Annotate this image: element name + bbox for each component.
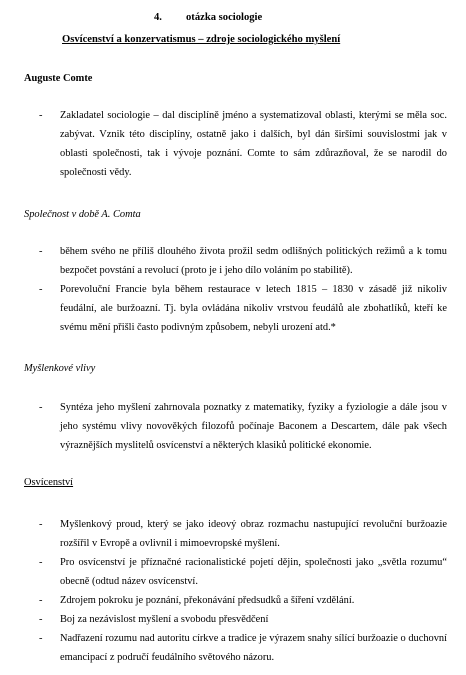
section-list-spolecnost	[0, 242, 466, 337]
section-heading-osvicenstvi: Osvícenství	[24, 477, 74, 488]
list-item-text: Zdrojem pokroku je poznání, překonávání předsudků a šíření vzdělání.	[60, 595, 355, 606]
list-item	[0, 610, 466, 629]
dash-bullet: -	[39, 110, 43, 121]
dash-bullet: -	[39, 614, 43, 625]
list-item	[0, 398, 466, 455]
question-title-text: otázka sociologie	[186, 12, 263, 23]
dash-bullet: -	[39, 595, 43, 606]
section-heading-vlivy: Myšlenkové vlivy	[24, 363, 96, 374]
list-item-text: Porevoluční Francie byla během restaurace v letech 1815 – 1830 v zásadě již nikoliv feudální, ale buržoazní. Tj. byla ovládána nikoliv vrstvou feudálů ale zbohatlíků, kteří ke svému mění přišli často podivným způsobem, nebyli urození atd.*	[60, 284, 447, 333]
list-item	[0, 515, 466, 553]
list-item	[0, 629, 466, 667]
dash-bullet: -	[39, 284, 43, 295]
dash-bullet: -	[39, 519, 43, 530]
list-item	[0, 553, 466, 591]
list-item-text: Nadřazení rozumu nad autoritu církve a tradice je výrazem snahy sílící buržoazie o duchovní emancipací z područí feudálního světového názoru.	[60, 633, 447, 663]
list-item	[0, 591, 466, 610]
section-list-comte	[0, 106, 466, 182]
section-heading-comte: Auguste Comte	[24, 73, 93, 84]
section-list-osvicenstvi	[0, 515, 466, 667]
list-item-text: Zakladatel sociologie – dal disciplíně jméno a systematizoval oblasti, kterými se měla soc. zabývat. Vznik této disciplíny, ostatně jako i dalších, byl dán širšími souvislostmi jak v oblasti společnosti, tak i vývoje poznání. Comte to sám zdůrazňoval, že se narodil do společnosti vědy.	[60, 110, 447, 178]
list-item-text: během svého ne příliš dlouhého života prožil sedm odlišných politických režimů a k tomu bezpočet povstání a revolucí (proto je i jeho dílo voláním po stabilitě).	[60, 246, 447, 276]
section-list-vlivy	[0, 398, 466, 455]
list-item	[0, 106, 466, 182]
list-item-text: Pro osvícenství je příznačné racionalistické pojetí dějin, společnosti jako „světla rozumu“ obecně (odtud název osvícenství.	[60, 557, 447, 587]
question-number: 4.	[154, 12, 162, 23]
dash-bullet: -	[39, 557, 43, 568]
document-subtitle: Osvícenství a konzervatismus – zdroje sociologického myšlení	[62, 34, 341, 45]
list-item-text: Myšlenkový proud, který se jako ideový obraz rozmachu nastupující revoluční buržoazie rozšířil v Evropě a ovlivnil i mimoevropské myšlení.	[60, 519, 447, 549]
section-heading-spolecnost: Společnost v době A. Comta	[24, 209, 141, 220]
dash-bullet: -	[39, 246, 43, 257]
dash-bullet: -	[39, 633, 43, 644]
list-item-text: Syntéza jeho myšlení zahrnovala poznatky z matematiky, fyziky a fyziologie a dále jsou v jeho systému vlivy novověkých filozofů počínaje Baconem a Descartem, dále pak všech výraznějších myslitelů osvícenství a některých klasiků politické ekonomie.	[60, 402, 447, 451]
dash-bullet: -	[39, 402, 43, 413]
list-item	[0, 242, 466, 280]
list-item	[0, 280, 466, 337]
list-item-text: Boj za nezávislost myšlení a svobodu přesvědčení	[60, 614, 269, 625]
